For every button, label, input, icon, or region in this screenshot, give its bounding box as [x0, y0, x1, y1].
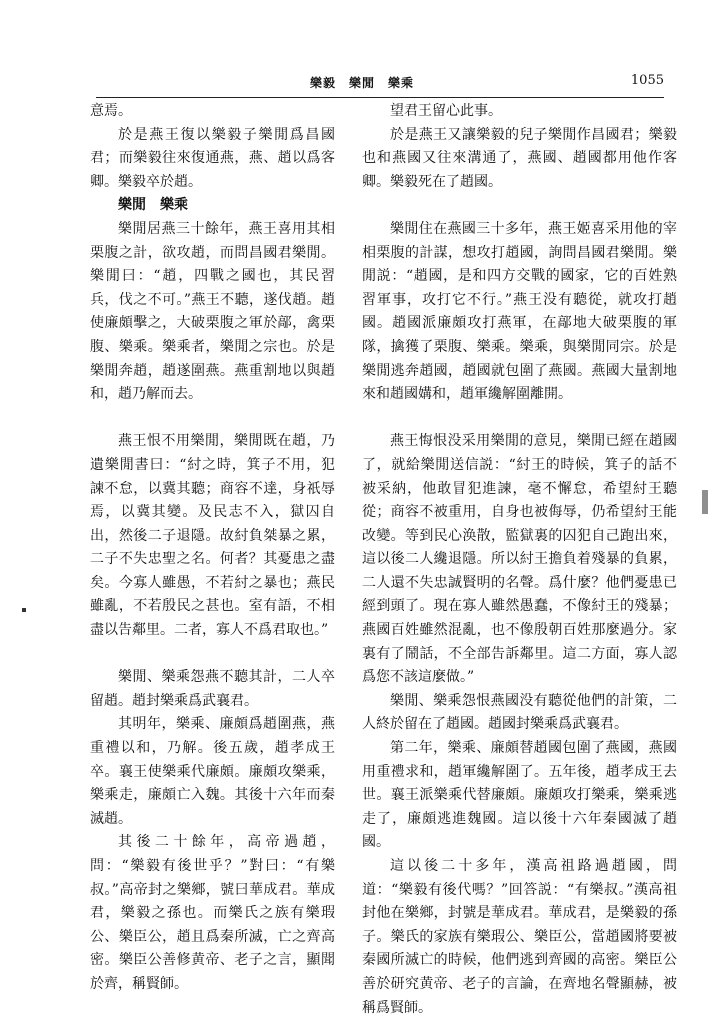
- paragraph: 樂閒、樂乘怨恨燕國没有聽從他們的計策，二人終於留在了趙國。趙國封樂乘爲武襄君。: [362, 692, 677, 733]
- scan-mark: [702, 490, 708, 514]
- paragraph: 燕王悔恨没采用樂閒的意見，樂閒已經在趙國了，就給樂閒送信説：“紂王的時候，箕子的話不被采納，他敢冒犯進諫，毫不懈怠，希望紂王聽從；商容不被重用，自身也被侮辱，仍希望紂王能改變。等到民心涣散，監獄裏的囚犯自己跑出來，這以後二人纔退隱。所以紂王擔負着殘暴的負累，二人還不失忠誠賢明的名聲。爲什麼？他們憂患已經到頭了。現在寡人雖然愚蠢，不像紂王的殘暴；燕國百姓雖然混亂，也不像殷朝百姓那麼過分。家裏有了鬧話，不全部告訴鄰里。這二方面，寡人認爲您不該這麼做。”: [362, 433, 677, 686]
- paragraph: 樂閒居燕三十餘年，燕王喜用其相栗腹之計，欲攻趙，而問昌國君樂閒。樂閒曰：“趙，四戰之國也，其民習兵，伐之不可。”燕王不聽，遂伐趙。趙使廉頗擊之，大破栗腹之軍於鄗，禽栗腹、樂乘。樂乘者，樂閒之宗也。於是樂閒奔趙，趙遂圍燕。燕重割地以與趙和，趙乃解而去。: [90, 220, 335, 403]
- translation-column: [362, 100, 677, 1020]
- paragraph: 這以後二十多年，漢高祖路過趙國，問道：“樂毅有後代嗎？”回答説：“有樂叔。”漢高祖封他在樂鄉，封號是華成君。華成君，是樂毅的孫子。樂氏的家族有樂瑕公、樂臣公，當趙國將要被秦國所滅亡的時候，他們逃到齊國的高密。樂臣公善於研究黄帝、老子的言論，在齊地名聲顯赫，被稱爲賢師。: [362, 858, 677, 1016]
- paragraph-gap: [90, 407, 335, 431]
- paragraph-gap: [362, 407, 677, 431]
- paragraph: 其後二十餘年，高帝過趙，問：“樂毅有後世乎？”對曰：“有樂叔。”高帝封之樂鄉，號曰華成君。華成君，樂毅之孫也。而樂氏之族有樂瑕公、樂臣公，趙且爲秦所滅，亡之齊高密。樂臣公善修黄帝、老子之言，顯聞於齊，稱賢師。: [90, 834, 335, 992]
- paragraph-gap: [362, 194, 677, 218]
- paragraph: 燕王恨不用樂閒，樂閒既在趙，乃遺樂閒書曰：“紂之時，箕子不用，犯諫不怠，以冀其聽；商容不達，身祇辱焉，以冀其變。及民志不入，獄囚自出，然後二子退隱。故紂負桀暴之累，二子不失忠聖之名。何者？其憂患之盡矣。今寡人雖愚，不若紂之暴也；燕民雖亂，不若殷民之甚也。室有語，不相盡以告鄰里。二者，寡人不爲君取也。”: [90, 433, 335, 639]
- paragraph: 於是燕王又讓樂毅的兒子樂閒作昌國君；樂毅也和燕國又往來溝通了，燕國、趙國都用他作客卿。樂毅死在了趙國。: [362, 126, 677, 190]
- paragraph: 其明年，樂乘、廉頗爲趙圍燕，燕重禮以和，乃解。後五歲，趙孝成王卒。襄王使樂乘代廉頗。廉頗攻樂乘，樂乘走，廉頗亡入魏。其後十六年而秦滅趙。: [90, 716, 335, 827]
- paragraph: 望君王留心此事。: [390, 103, 502, 119]
- scan-dot: [22, 608, 26, 612]
- paragraph: 第二年，樂乘、廉頗替趙國包圍了燕國，燕國用重禮求和，趙軍纔解圍了。五年後，趙孝成王去世。襄王派樂乘代替廉頗。廉頗攻打樂乘，樂乘逃走了，廉頗逃進魏國。這以後十六年秦國滅了趙國。: [362, 740, 677, 851]
- paragraph: 於是燕王復以樂毅子樂閒爲昌國君；而樂毅往來復通燕，燕、趙以爲客卿。樂毅卒於趙。: [90, 126, 335, 190]
- original-text-column: [90, 100, 335, 997]
- page-header: [60, 74, 664, 94]
- paragraph-gap: [90, 643, 335, 667]
- paragraph: 樂閒、樂乘怨燕不聽其計，二人卒留趙。趙封樂乘爲武襄君。: [90, 669, 335, 709]
- paragraph: 意焉。: [90, 103, 132, 119]
- header-rule: [96, 97, 664, 98]
- running-title: 樂毅 樂閒 樂乘: [309, 76, 414, 90]
- section-heading: 樂閒 樂乘: [118, 197, 188, 214]
- page-number: 1055: [630, 73, 664, 88]
- paragraph: 樂閒住在燕國三十多年，燕王姬喜采用他的宰相栗腹的計謀，想攻打趙國，詢問昌國君樂閒。樂閒説：“趙國，是和四方交戰的國家，它的百姓熟習軍事，攻打它不行。”燕王没有聽從，就攻打趙國。趙國派廉頗攻打燕軍，在鄗地大破栗腹的軍隊，擒獲了栗腹、樂乘。樂乘，與樂閒同宗。於是樂閒逃奔趙國，趙國就包圍了燕國。燕國大量割地來和趙國媾和，趙軍纔解圍離開。: [362, 220, 677, 403]
